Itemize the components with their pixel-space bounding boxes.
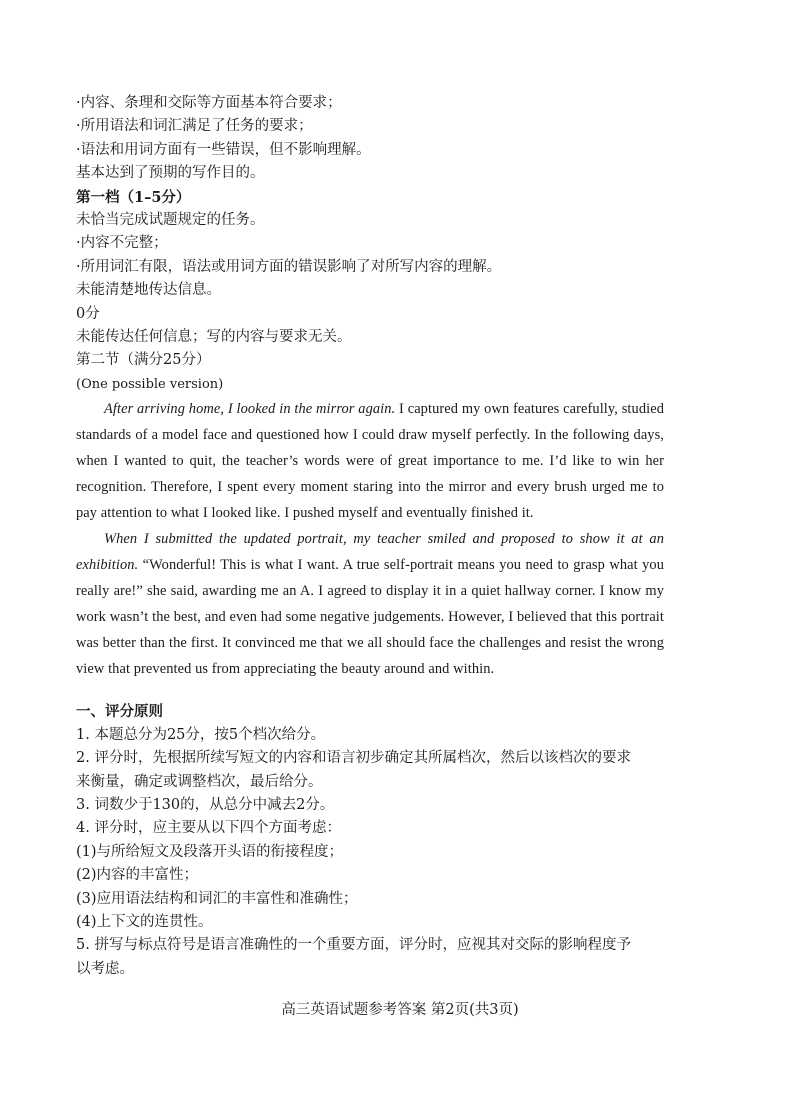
grade-one-line: 未恰当完成试题规定的任务。 [76,212,265,229]
principle-line: 1. 本题总分为25分，按5个档次给分。 [76,726,326,743]
criteria-line: ·语法和用词方面有一些错误，但不影响理解。 [76,141,371,158]
principle-line: 以考虑。 [76,960,134,977]
essay-paragraph-1 [76,396,664,526]
section-spacer [76,682,664,700]
grade-one-line: 未能清楚地传达信息。 [76,282,221,299]
answer-key-page [76,92,664,981]
essay-paragraph-2 [76,526,664,682]
grade-zero-line: 未能传达任何信息；写的内容与要求无关。 [76,329,352,346]
principle-line: 5. 拼写与标点符号是语言准确性的一个重要方面，评分时，应视其对交际的影响程度予 [76,937,631,954]
criteria-line: ·所用语法和词汇满足了任务的要求； [76,118,313,135]
essay-p2-lead: When I submitted the updated portrait, my teacher smiled and proposed to show it at an exhibition. [76,531,664,574]
principles-title: 一、评分原则 [76,703,163,721]
essay-p1-body: I captured my own features carefully, studied standards of a model face and questioned how I could draw myself perfectly. In the following days, when I wanted to quit, the teacher’s words were of great importance to me. I’d like to win her recognition. Therefore, I spent every moment staring into the mirror and every brush urged me to pay attention to what I looked like. I pushed myself and eventually finished it. [76,401,664,522]
essay-p2-body: “Wonderful! This is what I want. A true self-portrait means you need to grasp what you really are!” she said, awarding me an A. I agreed to display it in a quiet hallway corner. I know my work wasn’t the best, and even had some negative judgements. However, I believed that this portrait was better than the first. It convinced me that we all should face the challenges and resist the wrong view that prevented us from appreciating the beauty around and within. [76,557,664,678]
principle-line: 来衡量，确定或调整档次，最后给分。 [76,773,323,790]
principle-line: 4. 评分时，应主要从以下四个方面考虑： [76,820,341,837]
principle-line: (1)与所给短文及段落开头语的衔接程度； [76,843,344,860]
criteria-line: ·内容、条理和交际等方面基本符合要求； [76,95,342,111]
principle-line: (4)上下文的连贯性。 [76,913,213,930]
grade-one-line: ·内容不完整； [76,235,168,252]
grade-one-line: ·所用词汇有限，语法或用词方面的错误影响了对所写内容的理解。 [76,258,502,275]
grade-zero-title: 0分 [76,305,100,322]
principle-line: 3. 词数少于130的，从总分中减去2分。 [76,796,335,813]
page-footer: 高三英语试题参考答案 第2页(共3页) [281,1002,519,1018]
principle-line: (3)应用语法结构和词汇的丰富性和准确性； [76,890,358,907]
criteria-summary: 基本达到了预期的写作目的。 [76,165,265,182]
section-two-title: 第二节（满分25分） [76,352,211,369]
principle-line: (2)内容的丰富性； [76,867,199,884]
essay-p1-lead: After arriving home, I looked in the mirror again. [104,401,396,418]
version-label: (One possible version) [76,376,224,392]
principle-line: 2. 评分时，先根据所续写短文的内容和语言初步确定其所属档次，然后以该档次的要求 [76,750,631,767]
grade-one-title: 第一档（1–5分） [76,188,191,206]
